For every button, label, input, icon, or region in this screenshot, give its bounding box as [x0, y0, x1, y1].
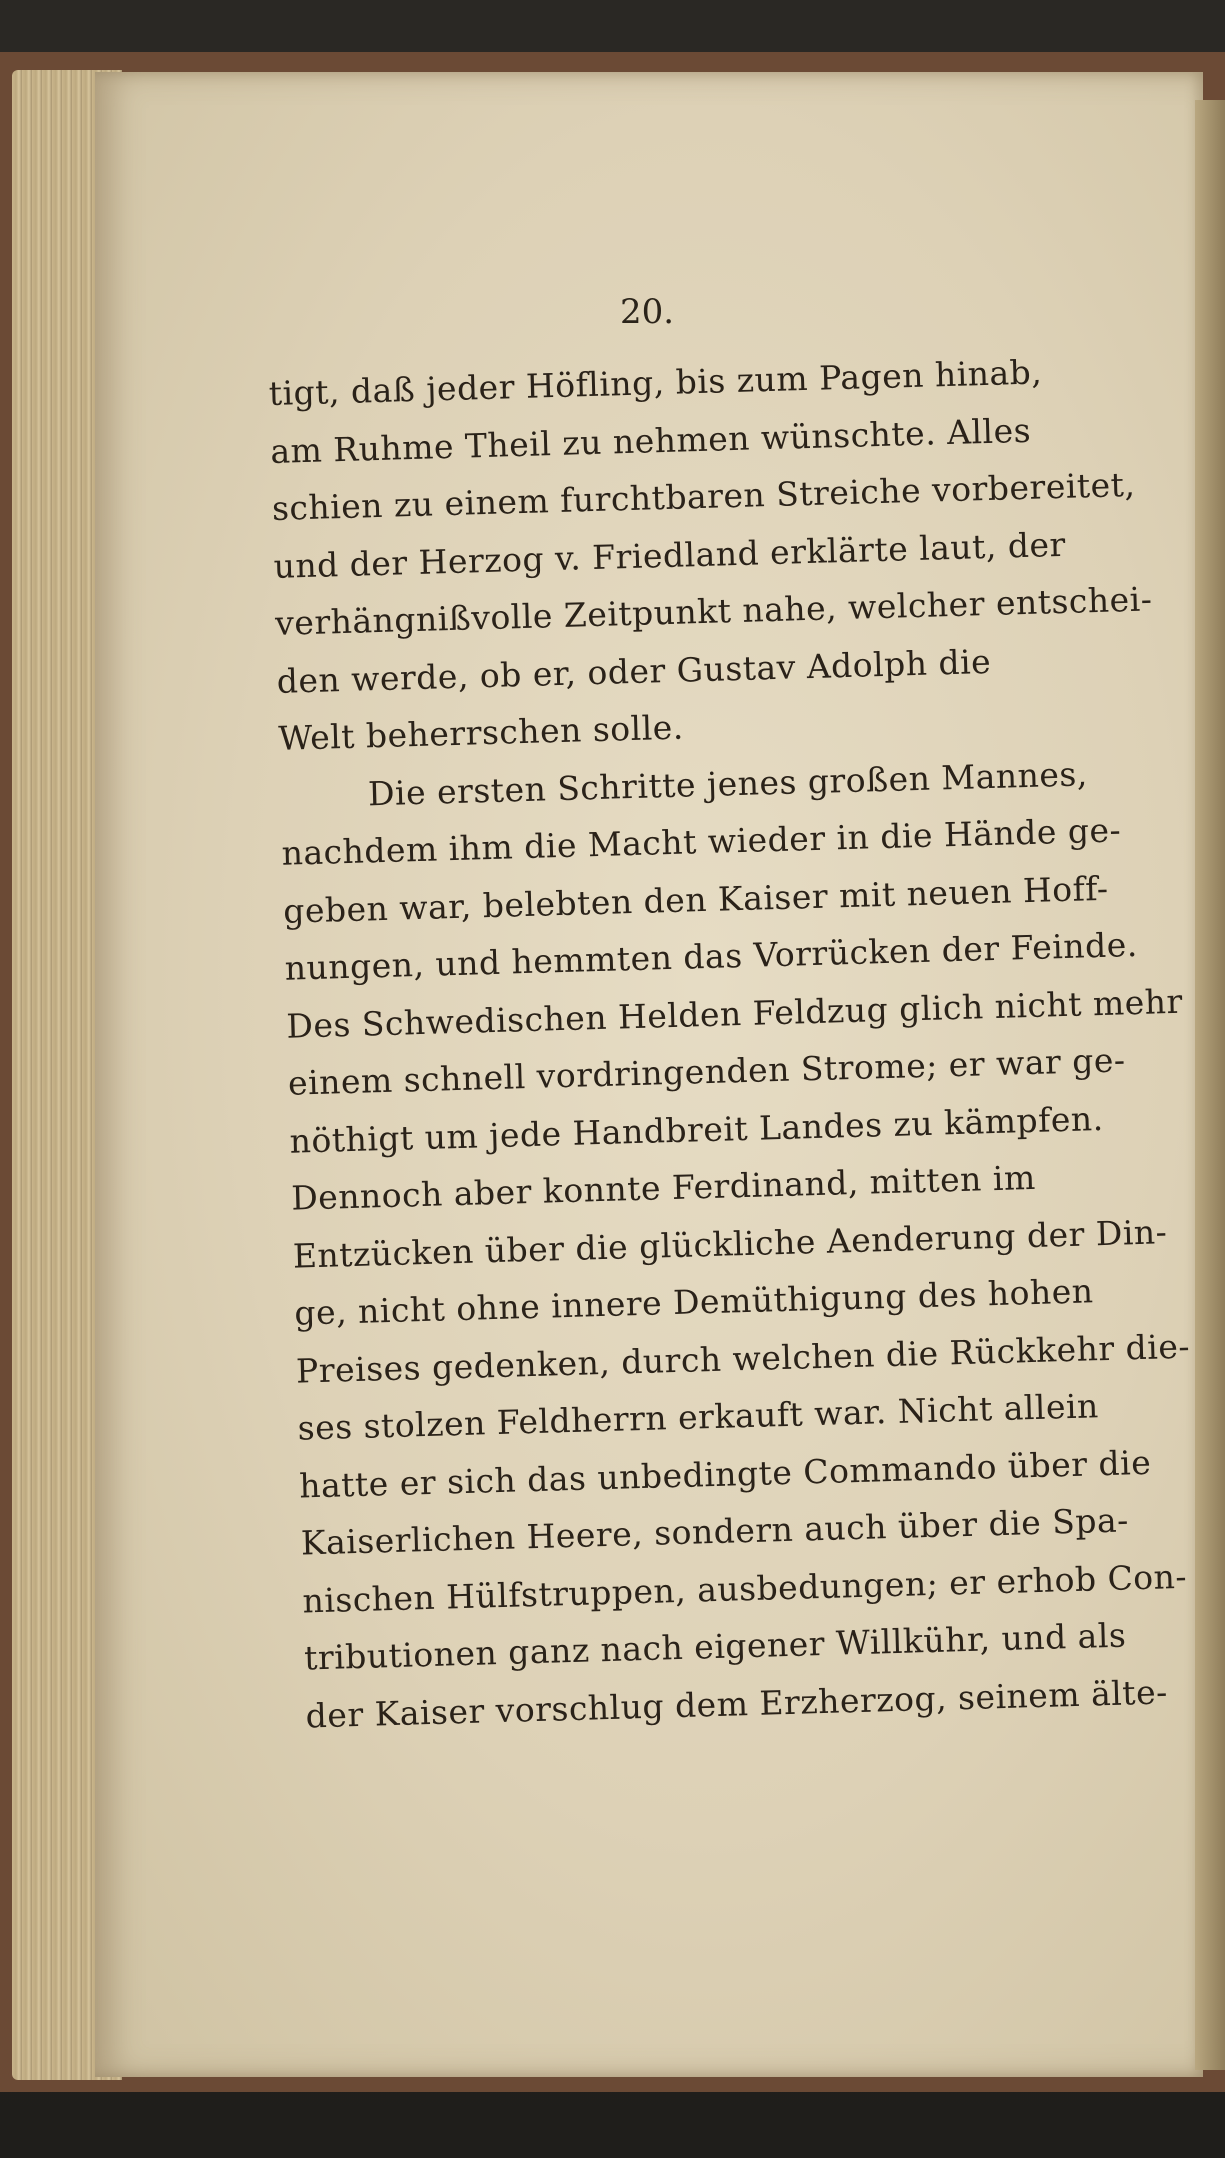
text-line: hatte er sich das unbedingte Commando über die	[298, 1442, 1152, 1506]
text-line: am Ruhme Theil zu nehmen wünschte. Alles	[269, 410, 1032, 471]
text-line: Des Schwedischen Helden Feldzug glich nicht mehr	[285, 981, 1184, 1046]
text-line: tributionen ganz nach eigener Willkühr, und als	[303, 1615, 1127, 1678]
text-line: ge, nicht ohne innere Demüthigung des hohen	[293, 1271, 1095, 1333]
paragraph-start-line: Die ersten Schritte jenes großen Mannes,	[367, 753, 1089, 813]
text-line: ses stolzen Feldherrn erkauft war. Nicht allein	[297, 1386, 1100, 1448]
text-line: Welt beherrschen solle.	[277, 707, 685, 758]
text-line: nachdem ihm die Macht wieder in die Hände ge-	[281, 810, 1122, 873]
text-line: nischen Hülfstruppen, ausbedungen; er erhob Con-	[301, 1556, 1188, 1621]
text-line: nungen, und hemmten das Vorrücken der Feinde.	[284, 924, 1139, 988]
text-line: und der Herzog v. Friedland erklärte laut, der	[273, 524, 1067, 586]
text-line: Entzücken über die glückliche Aenderung der Din-	[292, 1211, 1168, 1276]
text-line: den werde, ob er, oder Gustav Adolph die	[276, 641, 992, 701]
page-number: 20.	[620, 292, 675, 332]
text-line: Kaiserlichen Heere, sondern auch über die Spa-	[300, 1500, 1130, 1563]
text-line: tigt, daß jeder Höfling, bis zum Pagen hinab,	[268, 352, 1043, 413]
text-line: Preises gedenken, durch welchen die Rückkehr die-	[295, 1326, 1191, 1391]
text-line: nöthigt um jede Handbreit Landes zu kämpfen.	[289, 1098, 1105, 1161]
text-line: der Kaiser vorschlug dem Erzherzog, seinem älte-	[305, 1671, 1169, 1735]
text-line: geben war, belebten den Kaiser mit neuen Hoff-	[282, 868, 1109, 931]
text-line: verhängnißvolle Zeitpunkt nahe, welcher entschei-	[274, 579, 1153, 643]
body-text	[268, 341, 1191, 1745]
text-line: schien zu einem furchtbaren Streiche vorbereitet,	[271, 464, 1136, 528]
text-line: einem schnell vordringenden Strome; er war ge-	[287, 1040, 1127, 1103]
text-line: Dennoch aber konnte Ferdinand, mitten im	[290, 1157, 1037, 1218]
next-page-edge	[1195, 100, 1225, 2070]
